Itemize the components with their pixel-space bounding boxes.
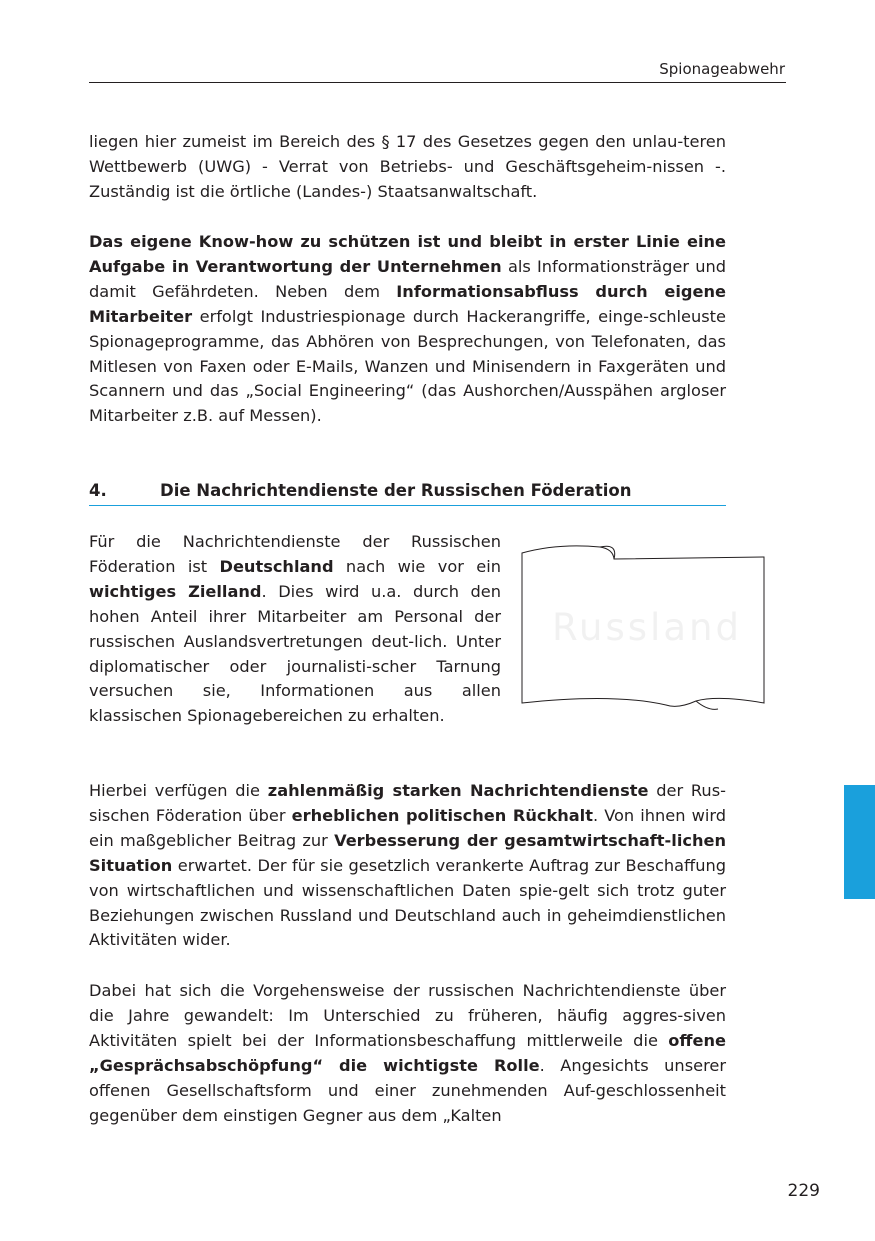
paragraph-3: Für die Nachrichtendienste der Russischen Föderation ist Deutschland nach wie vor ein wichtiges Zielland. Dies wird u.a. durch den hohen Anteil ihrer Mitarbeiter am Personal der russischen Auslandsvertretungen deut-lich. Unter diplomatischer oder journalisti-scher Tarnung versuchen sie, Informationen aus allen klassischen Spionagebereichen zu erhalten. (89, 532, 501, 726)
flag-label: Russland (552, 606, 742, 649)
chapter-thumb-tab (844, 785, 875, 899)
paragraph-5: Dabei hat sich die Vorgehensweise der russischen Nachrichtendienste über die Jahre gewandelt: Im Unterschied zu früheren, häufig aggres-siven Aktivitäten spielt bei der Informationsbeschaffung mittlerweile die offene „Gesprächsabschöpfung“ die wichtigste Rolle. Angesichts unserer offenen Gesellschaftsform und einer zunehmenden Auf-geschlossenheit gegenüber dem einstigen Gegner aus dem „Kalten (89, 981, 726, 1125)
section-heading (89, 480, 726, 506)
section-number: 4. (89, 481, 107, 500)
section-title: Die Nachrichtendienste der Russischen Föderation (160, 481, 632, 500)
paragraph-2: Das eigene Know-how zu schützen ist und bleibt in erster Linie eine Aufgabe in Verantwortung der Unternehmen als Informationsträger und damit Gefährdeten. Neben dem Informationsabfluss durch eigene Mitarbeiter erfolgt Industriespionage durch Hackerangriffe, einge-schleuste Spionageprogramme, das Abhören von Besprechungen, von Telefonaten, das Mitlesen von Faxen oder E-Mails, Wanzen und Minisendern in Faxgeräten und Scannern und das „Social Engineering“ (das Aushorchen/Ausspähen argloser Mitarbeiter z.B. auf Messen). (89, 232, 727, 426)
paragraph-4: Hierbei verfügen die zahlenmäßig starken Nachrichtendienste der Rus-sischen Föderation über erheblichen politischen Rückhalt. Von ihnen wird ein maßgeblicher Beitrag zur Verbesserung der gesamtwirtschaft-lichen Situation erwartet. Der für sie gesetzlich verankerte Auftrag zur Beschaffung von wirtschaftlichen und wissenschaftlichen Daten spie-gelt sich trotz guter Beziehungen zwischen Russland und Deutschland auch in geheimdienstlichen Aktivitäten wider. (89, 781, 726, 950)
paragraph-1: liegen hier zumeist im Bereich des § 17 des Gesetzes gegen den unlau-teren Wettbewerb (UWG) - Verrat von Betriebs- und Geschäftsgeheim-nissen -. Zuständig ist die örtliche (Landes-) Staatsanwaltschaft. (89, 132, 726, 201)
page-number: 229 (787, 1181, 820, 1201)
header-rule (89, 82, 786, 83)
header-title: Spionageabwehr (659, 60, 785, 78)
